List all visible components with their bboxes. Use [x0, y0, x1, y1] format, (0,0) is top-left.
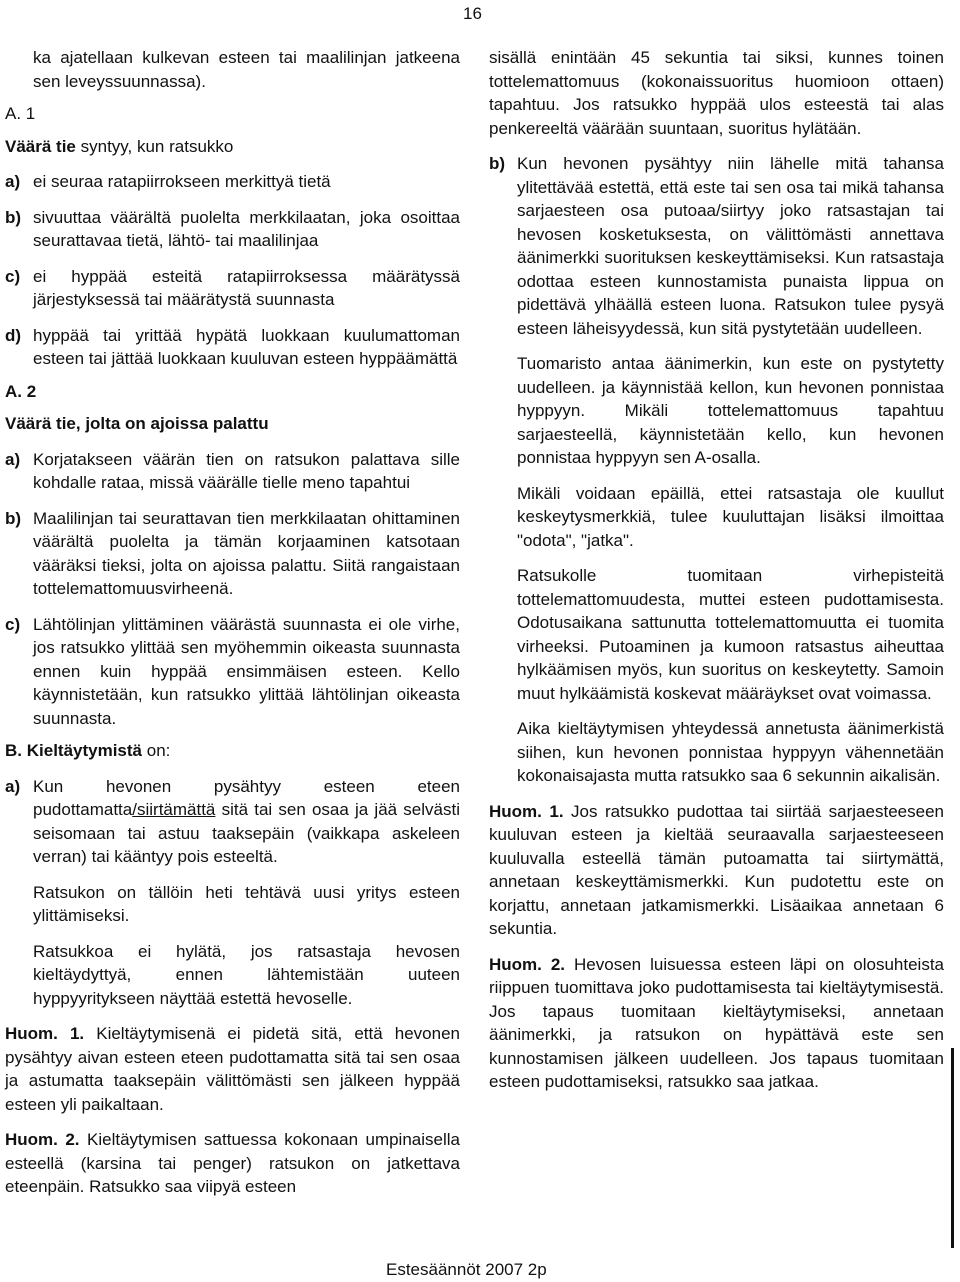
left-huom-1 [5, 1022, 460, 1116]
section-a1-title-rest: syntyy, kun ratsukko [75, 136, 234, 156]
a2-item-c [5, 613, 460, 731]
a1-item-b [5, 206, 460, 253]
a2-item-c-text: Lähtölinjan ylittäminen väärästä suunnasta ei ole virhe, jos ratsukko ylittää sen myöhemmin oikeasta suunnasta ennen kuin hyppää ensimmäisen esteen. Kello käynnistetään, kun ratsukko ylittää lähtölinjan oikeasta suunnasta. [33, 614, 460, 728]
a2-item-a-text: Korjatakseen väärän tien on ratsukon palattava sille kohdalle rataa, missä väärälle tielle meno tapahtui [33, 449, 460, 492]
right-huom-2 [489, 953, 944, 1094]
a1-item-c-label: c) [5, 266, 21, 286]
a1-item-c-text: ei hyppää esteitä ratapiirroksessa määrätyssä järjestyksessä tai määrätystä suunnasta [33, 266, 460, 309]
section-a1-title [5, 135, 460, 159]
b-item-a-underlined: /siirtämättä [132, 800, 216, 819]
a1-item-b-text: sivuuttaa väärältä puolelta merkkilaatan, joka osoittaa seurattavaa tietä, lähtö- tai maalilinjaa [33, 207, 460, 250]
right-paragraph-2: Mikäli voidaan epäillä, ettei ratsastaja ole kuullut keskeytysmerkkiä, tulee kuuluttajan lisäksi ilmoittaa "odota", "jatka". [517, 483, 944, 550]
right-item-b-label: b) [489, 154, 506, 173]
footer: Estesäännöt 2007 2p [386, 1260, 547, 1279]
a2-item-b-text: Maalilinjan tai seurattavan tien merkkilaatan ohittaminen väärältä puolelta ja tämän korjaaminen katsotaan vääräksi tieksi, jolta on ajoissa palattu. Siitä rangaistaan tottelemattomuusvirheenä. [33, 508, 460, 598]
right-huom-2-label: Huom. 2. [489, 954, 566, 974]
left-huom-1-text: Kieltäytymisenä ei pidetä sitä, että hevonen pysähtyy aivan esteen eteen pudottamatta sitä tai sen osaa ja astumatta taaksepäin välittömästi sen jälkeen hyppää esteen yli paikaltaan. [5, 1024, 460, 1114]
page-number: 16 [463, 4, 482, 23]
section-a1-heading: A. 1 [5, 104, 36, 123]
a1-item-a-label: a) [5, 172, 21, 191]
right-huom-1-label: Huom. 1. [489, 801, 564, 821]
right-intro-paragraph: sisällä enintään 45 sekuntia tai siksi, kunnes toinen tottelemattomuus (kokonaissuoritus huomioon ottaen) tapahtuu. Jos ratsukko hyppää ulos esteestä tai alas penkereeltä väärään suuntaan, suoritus hylätään. [489, 48, 944, 138]
right-paragraph-1: Tuomaristo antaa äänimerkin, kun este on pystytetty uudelleen. ja käynnistää kellon, kun hevonen ponnistaa hyppyyn. Mikäli tottelemattomuus tapahtuu sarjaesteellä, käynnistetään kello, kun hevonen ponnistaa hyppyyn sen A-osalla. [517, 354, 944, 467]
b-item-a-text [33, 775, 460, 869]
a1-item-a-text: ei seuraa ratapiirrokseen merkittyä tietä [33, 172, 331, 191]
section-a1-title-bold: Väärä tie [5, 136, 76, 156]
section-b-heading-rest: on: [142, 741, 171, 760]
a2-item-a-label: a) [5, 449, 21, 469]
left-huom-2 [5, 1128, 460, 1199]
a2-item-a [5, 448, 460, 495]
a1-item-d [5, 324, 460, 371]
a1-item-d-text: hyppää tai yrittää hypätä luokkaan kuulumattoman esteen tai jättää luokkaan kuuluvan esteen hyppäämättä [33, 325, 460, 368]
b-item-a [5, 775, 460, 869]
section-a2-heading: A. 2 [5, 381, 37, 401]
b-item-a-post: sitä tai sen osaa ja jää selvästi seisomaan tai astuu taaksepäin (vaikkapa askeleen verran) tai kääntyy pois esteeltä. [33, 800, 460, 866]
b-paragraph-2: Ratsukkoa ei hylätä, jos ratsastaja hevosen kieltäydyttyä, ennen lähtemistään uuteen hyppyyritykseen näyttää estettä hevoselle. [33, 941, 460, 1008]
left-huom-1-label: Huom. 1. [5, 1024, 85, 1043]
right-huom-1-text: Jos ratsukko pudottaa tai siirtää sarjaesteeseen kuuluvan esteen ja kieltää seuraavalla sarjaesteeseen kuuluvalla esteellä tämän putoamatta tai siirtymättä, annetaan keskeyttämismerkki. Kun pudotettu este on korjattu, annetaan jatkamismerkki. Lisäaikaa annetaan 6 sekuntia. [489, 801, 944, 938]
b-item-a-label: a) [5, 776, 21, 796]
left-huom-2-text: Kieltäytymisen sattuessa kokonaan umpinaisella esteellä (karsina tai penger) ratsukon on jatkettava eteenpäin. Ratsukko saa viipyä esteen [5, 1130, 460, 1196]
left-intro-paragraph: ka ajatellaan kulkevan esteen tai maalilinjan jatkeena sen leveyssuunnassa). [33, 48, 460, 91]
right-huom-1 [489, 800, 944, 941]
right-item-b [489, 152, 944, 340]
right-column [489, 46, 944, 1094]
right-paragraph-4: Aika kieltäytymisen yhteydessä annetusta äänimerkistä siihen, kun hevonen ponnistaa hyppyyn vähennetään kokonaisajasta mutta ratsukko saa 6 sekunnin aikalisän. [517, 719, 944, 785]
a2-item-c-label: c) [5, 614, 21, 634]
left-huom-2-label: Huom. 2. [5, 1130, 80, 1149]
section-b-heading-bold: Kieltäytymistä [26, 741, 143, 760]
section-a2-title: Väärä tie, jolta on ajoissa palattu [5, 414, 269, 433]
a2-item-b [5, 507, 460, 601]
right-huom-2-text: Hevosen luisuessa esteen läpi on olosuhteista riippuen tuomittava joko pudottamisesta tai kieltäytymisestä. Jos tapaus tuomitaan kieltäytymiseksi, annetaan äänimerkki, ja ratsukon on hypättävä este sen kunnostamisen jälkeen uudelleen. Jos tapaus tuomitaan esteen pudottamiseksi, ratsukko saa jatkaa. [489, 954, 944, 1091]
section-b-heading [5, 739, 460, 763]
a1-item-d-label: d) [5, 325, 22, 345]
left-column [5, 46, 460, 1199]
b-paragraph-1: Ratsukon on tällöin heti tehtävä uusi yritys esteen ylittämiseksi. [33, 882, 460, 925]
a1-item-c [5, 265, 460, 312]
b-item-a-pre: Kun hevonen pysähtyy esteen eteen pudottamatta [33, 776, 460, 819]
a1-item-a [5, 170, 460, 194]
right-item-b-text: Kun hevonen pysähtyy niin lähelle mitä tahansa ylitettävää estettä, että este tai sen osa tai mikä tahansa sarjaesteen osa putoaa/siirtyy joko ratsastajan tai hevosen kosketuksesta, on välittömästi annettava äänimerkki suorituksen keskeyttämiseksi. Kun ratsastaja odottaa esteen kunnostamista punaista lippua on pidettävä ylhäällä esteen luona. Ratsukon tulee pysyä esteen läheisyydessä, kun sitä pystytetään uudelleen. [517, 154, 944, 338]
change-bar-rule [951, 1048, 954, 1248]
right-paragraph-3: Ratsukolle tuomitaan virhepisteitä tottelemattomuudesta, muttei esteen pudottamisesta. Odotusaikana sattunutta tottelemattomuutta ei tuomita virheeksi. Putoaminen ja kumoon ratsastus aiheuttaa hylkäämisen myös, kun suoritus on keskeytetty. Samoin muut hylkäämistä koskevat määräykset ovat voimassa. [517, 566, 944, 703]
a2-item-b-label: b) [5, 508, 22, 528]
section-b-heading-letter: B. [5, 741, 22, 760]
a1-item-b-label: b) [5, 207, 22, 227]
